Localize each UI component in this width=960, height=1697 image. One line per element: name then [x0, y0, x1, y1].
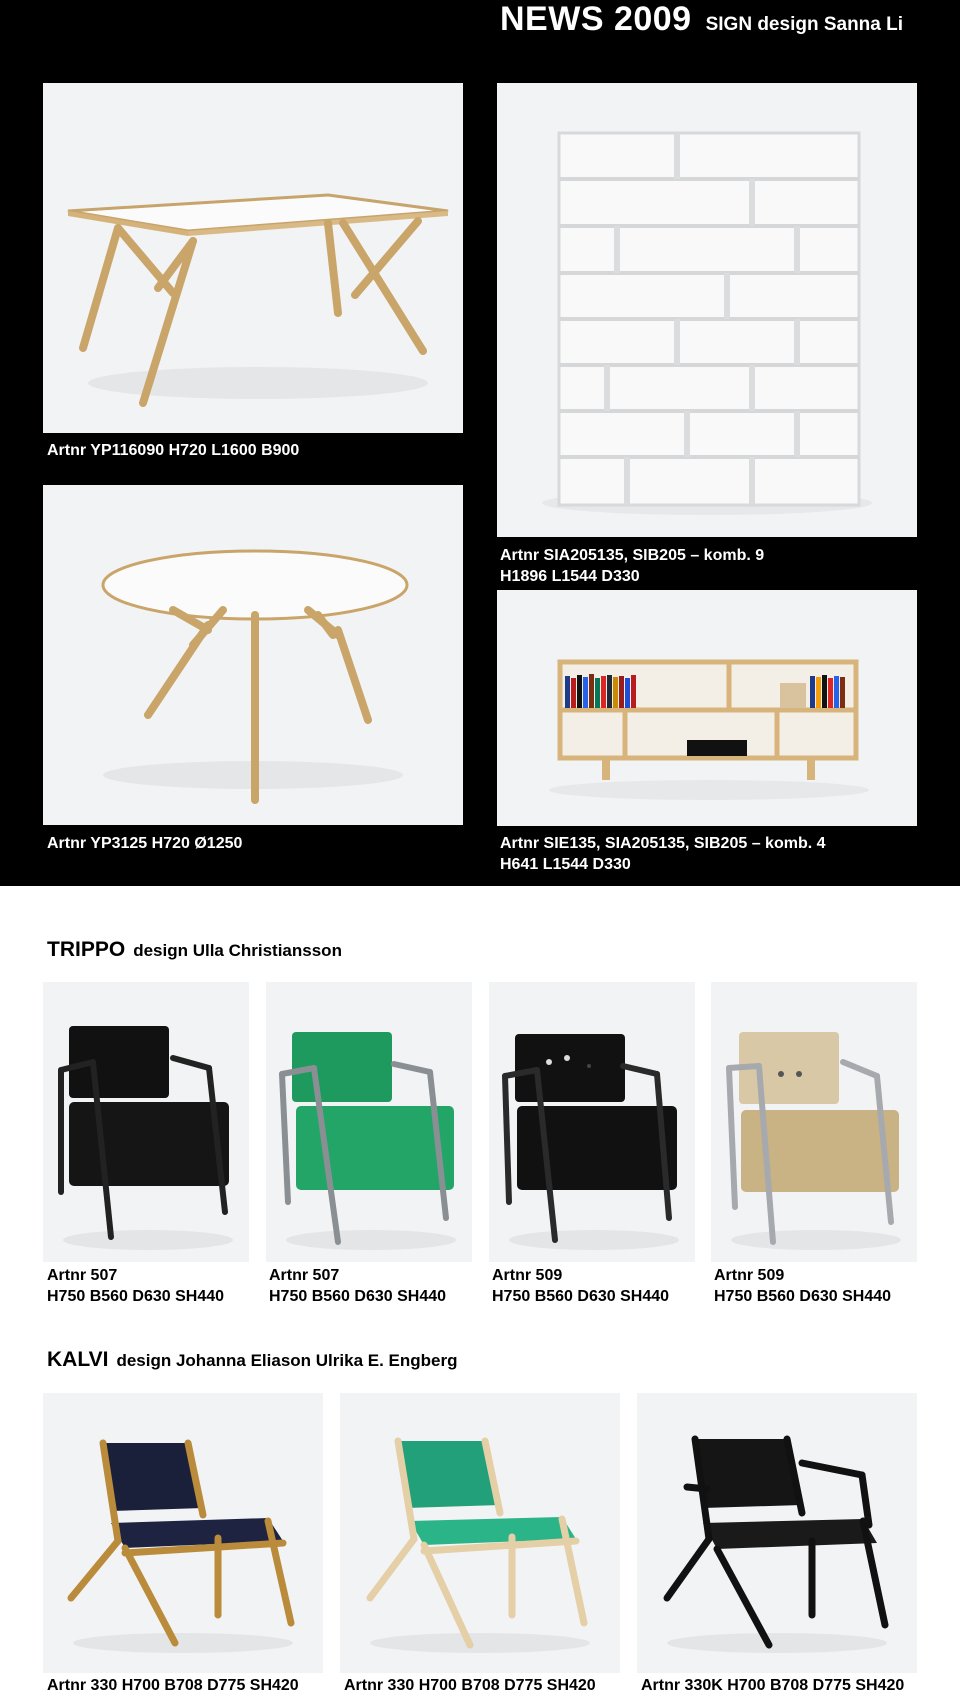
tall-bookshelf-caption	[500, 545, 764, 587]
trippo-item-artnr: Artnr 509	[714, 1267, 785, 1284]
trippo-item-dimensions: H750 B560 D630 SH440	[492, 1288, 670, 1305]
page-header	[500, 0, 903, 46]
trippo-item-artnr: Artnr 509	[492, 1267, 563, 1284]
trippo-item-caption	[714, 1265, 891, 1307]
low-bookshelf-caption-line2: H641 L1544 D330	[500, 856, 631, 873]
trippo-armchair-image	[43, 982, 249, 1262]
tall-bookshelf-caption-line1: Artnr SIA205135, SIB205 – komb. 9	[500, 547, 765, 564]
trippo-armchair-image	[266, 982, 472, 1262]
trippo-item-artnr: Artnr 507	[269, 1267, 340, 1284]
kalvi-name: KALVI	[47, 1348, 109, 1371]
rectangular-table-caption: Artnr YP116090 H720 L1600 B900	[47, 442, 300, 459]
rectangular-table-image	[43, 83, 463, 433]
kalvi-item-caption: Artnr 330 H700 B708 D775 SH420	[47, 1677, 299, 1694]
low-bookshelf-caption-line1: Artnr SIE135, SIA205135, SIB205 – komb. 4	[500, 835, 826, 852]
tall-bookshelf-image	[497, 83, 917, 537]
trippo-armchair-image	[489, 982, 695, 1262]
kalvi-item-caption: Artnr 330 H700 B708 D775 SH420	[344, 1677, 596, 1694]
trippo-item-dimensions: H750 B560 D630 SH440	[714, 1288, 892, 1305]
trippo-item-caption	[492, 1265, 669, 1307]
page-subtitle: SIGN design Sanna Li	[705, 14, 904, 35]
kalvi-section-title	[47, 1348, 457, 1372]
page-title: NEWS 2009	[500, 0, 692, 38]
kalvi-chair-image	[637, 1393, 917, 1673]
trippo-item-artnr: Artnr 507	[47, 1267, 118, 1284]
trippo-item-caption	[269, 1265, 446, 1307]
kalvi-designer: design Johanna Eliason Ulrika E. Engberg	[116, 1351, 458, 1370]
trippo-item-dimensions: H750 B560 D630 SH440	[269, 1288, 447, 1305]
low-bookshelf-image	[497, 590, 917, 826]
trippo-name: TRIPPO	[47, 938, 126, 961]
round-table-image	[43, 485, 463, 825]
round-table-caption: Artnr YP3125 H720 Ø1250	[47, 835, 243, 852]
kalvi-item-caption: Artnr 330K H700 B708 D775 SH420	[641, 1677, 905, 1694]
kalvi-chair-image	[340, 1393, 620, 1673]
kalvi-chair-image	[43, 1393, 323, 1673]
low-bookshelf-caption	[500, 833, 826, 875]
trippo-item-caption	[47, 1265, 224, 1307]
trippo-designer: design Ulla Christiansson	[133, 941, 342, 960]
trippo-armchair-image	[711, 982, 917, 1262]
tall-bookshelf-caption-line2: H1896 L1544 D330	[500, 568, 640, 585]
trippo-item-dimensions: H750 B560 D630 SH440	[47, 1288, 225, 1305]
trippo-section-title	[47, 938, 342, 962]
